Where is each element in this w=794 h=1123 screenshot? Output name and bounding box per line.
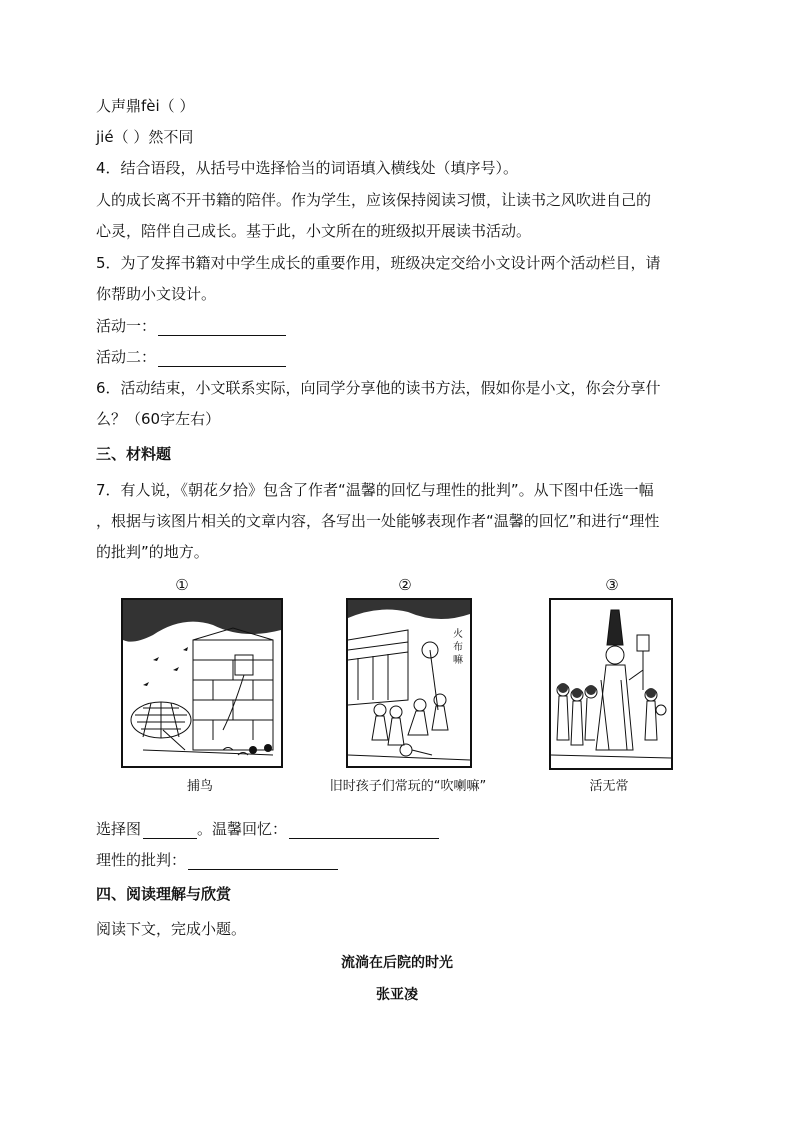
figure-2-sign: 火 布 嘛: [450, 628, 462, 665]
question-7-cont: ，根据与该图片相关的文章内容，各写出一处能够表现作者“温馨的回忆”和进行“理性: [96, 512, 660, 530]
section-3-heading: 三、材料题: [96, 445, 172, 463]
question-6: 6．活动结束，小文联系实际，向同学分享他的读书方法，假如你是小文，你会分享什: [96, 379, 661, 397]
figure-2-image: [346, 598, 472, 768]
question-5: 5．为了发挥书籍对中学生成长的重要作用，班级决定交给小文设计两个活动栏目，请: [96, 254, 661, 272]
activity-2-row: [96, 347, 286, 367]
reading-instruction: 阅读下文，完成小题。: [96, 920, 247, 938]
figure-1-number: ①: [175, 576, 189, 594]
figure-1-image: [121, 598, 283, 768]
activity-1-blank[interactable]: [158, 319, 286, 336]
wuchang-illustration: [551, 600, 671, 768]
paragraph-line: 人的成长离不开书籍的陪伴。作为学生，应该保持阅读习惯，让读书之风吹进自己的: [96, 191, 652, 209]
question-6-cont: 么？（60字左右）: [96, 410, 221, 428]
rational-critique-blank[interactable]: [188, 853, 338, 870]
activity-2-label: 活动二：: [96, 348, 157, 366]
activity-1-row: [96, 316, 286, 336]
bird-catching-illustration: [123, 600, 281, 766]
children-playing-illustration: [348, 600, 470, 766]
rational-critique-label: 理性的批判：: [96, 851, 187, 869]
text-line: 人声鼎fèi（ ）: [96, 97, 195, 115]
article-title: 流淌在后院的时光: [341, 955, 453, 971]
figure-1-caption: 捕鸟: [186, 779, 213, 794]
choose-figure-label: 选择图: [96, 820, 142, 838]
activity-2-blank[interactable]: [158, 350, 286, 367]
figure-3-number: ③: [605, 576, 619, 594]
rational-critique-row: [96, 850, 338, 870]
section-4-heading: 四、阅读理解与欣赏: [96, 885, 232, 903]
figure-2-caption: 旧时孩子们常玩的“吹喇嘛”: [329, 779, 487, 794]
question-5-cont: 你帮助小文设计。: [96, 285, 217, 303]
choose-figure-row: [96, 819, 439, 839]
text-line: jié（ ）然不同: [96, 128, 194, 146]
figure-3-caption: 活无常: [589, 779, 629, 794]
question-7: 7．有人说，《朝花夕拾》包含了作者“温馨的回忆与理性的批判”。从下图中任选一幅: [96, 481, 654, 499]
figure-3-image: [549, 598, 673, 770]
warm-memory-blank[interactable]: [289, 822, 439, 839]
warm-memory-label: 。温馨回忆：: [197, 820, 288, 838]
choose-figure-blank[interactable]: [143, 822, 197, 839]
paragraph-line: 心灵，陪伴自己成长。基于此，小文所在的班级拟开展读书活动。: [96, 222, 532, 240]
question-7-cont: 的批判”的地方。: [96, 543, 209, 561]
article-author: 张亚凌: [376, 987, 418, 1003]
question-4: 4．结合语段，从括号中选择恰当的词语填入横线处（填序号）。: [96, 159, 519, 177]
figure-2-number: ②: [398, 576, 412, 594]
activity-1-label: 活动一：: [96, 317, 157, 335]
